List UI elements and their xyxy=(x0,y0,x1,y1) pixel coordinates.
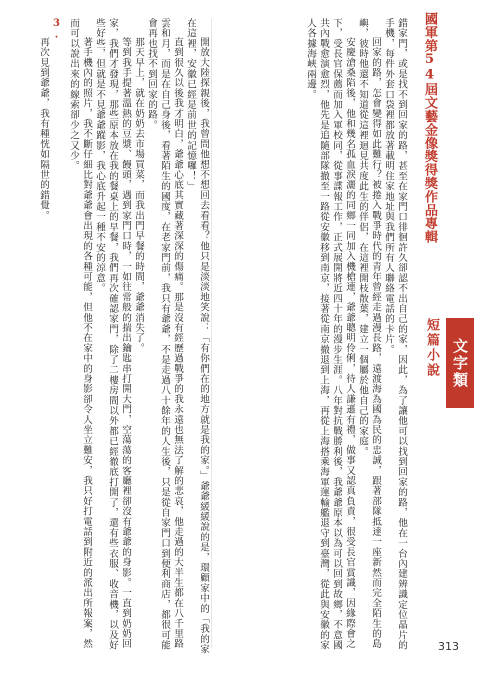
paragraph: 那天早上，就在奶奶去市場買菜，而我出門早餐的時間，爺爺消失了。 xyxy=(133,37,144,354)
paragraph: 著手機內的照片，我不斷仔細比對爺爺會出現的各種可能，但他不在家中的身影卻令人坐立難安，我只好打電話到附近的派出所報案，然而可以說出來的線索卻少之又少。 xyxy=(68,18,92,650)
paragraph: 錯家門，或是找不到回家的路，甚至在家門口徘徊許久卻認不出自己的家，因此，為了讓他可以找到回家的路，他在一台內建辨識定位晶片的手機，每件外套口袋裡都放著載明住家地址與我們所有人聯絡電話的卡片。 xyxy=(383,18,407,651)
paragraph: 開放大陸探親後，我曾問他想不想回去看看？他只是淡淡地笑說：「有你們在的地方就是我的家。」爺爺緩緩說的是，環顧家中的「我的家在這裡，安徽已經是前世的記憶囉！」 xyxy=(185,18,209,655)
page-number: 313 xyxy=(438,640,459,653)
paragraph: 直到很久以後我才明白，爺爺心底其實藏著深深的傷痛。那是沒有經歷過戰爭的我永遠也無法了解的悲哀，他走過的大半生都在八千里路雲和月，而是在自己身後，看著陌生的國度，在老家門前，我只有爺爺，不是走過八十餘年的人生後，只是從自家門口到便利商店，都很可能會再也找不到回家的路。 xyxy=(146,18,183,651)
category-label: 文字類 xyxy=(446,318,474,408)
subcategory-label: 短篇小說 xyxy=(424,318,439,378)
publication-title: 國軍第54屆文藝金像獎得獎作品專輯 xyxy=(422,12,437,244)
paragraph: 等到我手提著溫熱的豆漿、饅頭，遇到家門口時，一如往常般的揣出鑰匙串打開大門，空蕩蕩的客廳裡卻沒有爺爺的身影。一直到奶奶回家，我們才發現，那些原本放在我的餐桌上的早餐，我們再次確認家門，除了二樓房間以外都已經徹底打開了，還有些衣服、收音機，以及好些好些，但就是不見爺爺蹤影，我心底升起一種不安的涼意。 xyxy=(94,18,131,651)
paragraph: 再次見到爺爺，我有種恍如隔世的錯覺。 xyxy=(38,37,49,221)
text-column-right xyxy=(216,18,408,658)
column-divider xyxy=(211,18,212,648)
section-number: 3. xyxy=(51,18,62,42)
text-column-left xyxy=(12,18,210,658)
paragraph: 回家的路，怎會變得如此難行？被捲入戰爭時代的青年曾經走過漫長路，遠渡海為國為民的忠誠，跟著部隊抵達一座新然而完全陌生的島嶼，彼時他還不知道從這裡迴見共度此生的伴侶，在這裡開枝散葉，建立一個屬於他自己的家庭。 xyxy=(357,18,381,650)
paragraph: 安慶滄桑陷後，他和幾名孤血淚灑的同鄉一同加入機槍連，爺爺聰明伶俐，待人謙遜有禮，做事又認真負責，很受長官賞識，因緣際會之下，受長官保薦而加入軍校同，從事諜報工作，正式展開將近四十年的漫步生涯。八年對抗戰勝利後，我爺爺原本以為可以回到故鄉，不意國共內戰愈演愈烈，他先是追隨部隊撤至一路從安徽移到南京，接著從南京撤退到上海，再從上海搭乘海軍運輸艦退守到臺灣，從此與安徽的家人各據海峽兩邊。 xyxy=(305,18,355,651)
